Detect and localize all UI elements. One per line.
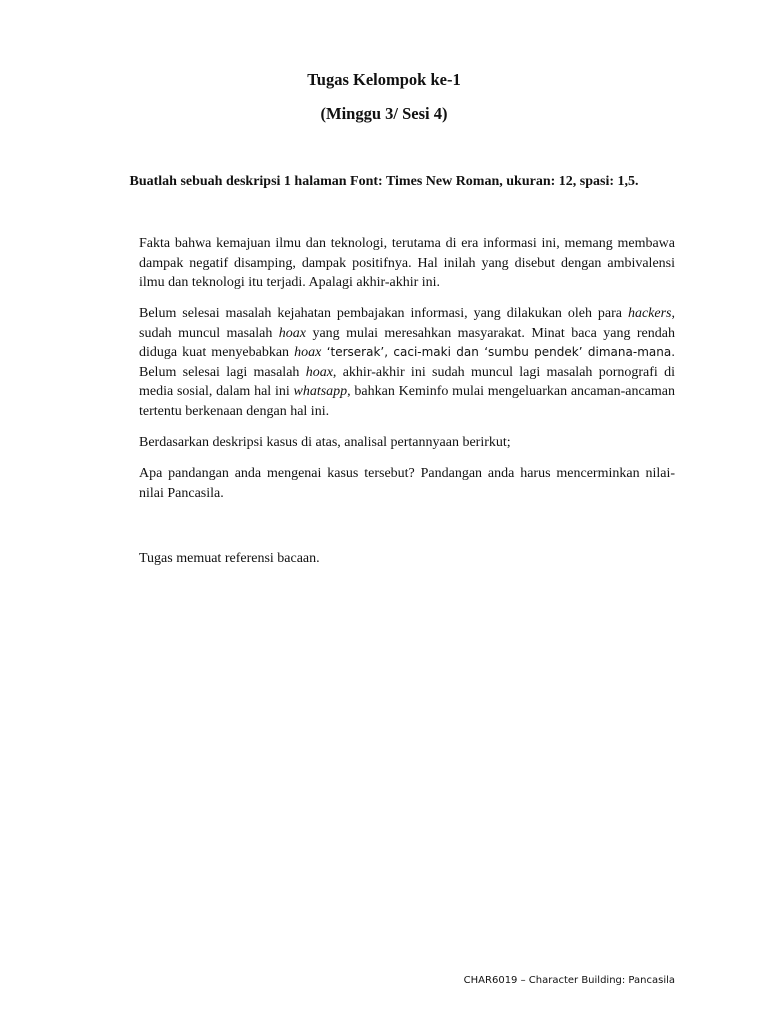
paragraph-2-text: Belum selesai masalah kejahatan pembajakan informasi, yang dilakukan oleh para (139, 306, 628, 321)
term-hoax: hoax (294, 345, 322, 360)
paragraph-2-text: , bahkan Keminfo mulai mengeluarkan ancaman-ancaman tertentu berkenaan dengan hal ini. (139, 384, 675, 419)
paragraph-1: Fakta bahwa kemajuan ilmu dan teknologi, terutama di era informasi ini, memang membawa dampak negatif disamping, dampak positifnya. Hal inilah yang disebut dengan ambivalensi ilmu dan teknologi itu terjadi. Apalagi akhir-akhir ini. (139, 236, 675, 290)
instruction-line: Buatlah sebuah deskripsi 1 halaman Font: Times New Roman, ukuran: 12, spasi: 1,5. (129, 174, 639, 189)
paragraph-2-text: , akhir-akhir ini sudah muncul lagi masalah pornografi di media sosial, dalam hal ini (139, 364, 675, 399)
term-whatsapp: whatsapp (293, 384, 348, 399)
term-hackers: hackers (627, 306, 672, 321)
document-title: Tugas Kelompok ke-1 (307, 70, 461, 89)
document-subtitle: (Minggu 3/ Sesi 4) (320, 104, 448, 123)
paragraph-2-text: Belum selesai lagi masalah (139, 364, 306, 380)
paragraph-2-text-sans: ‘terserak’, caci-maki dan ‘sumbu pendek’ dimana-mana. (321, 345, 676, 359)
paragraph-4: Apa pandangan anda mengenai kasus tersebut? Pandangan anda harus mencerminkan nilai-nilai Pancasila. (139, 466, 675, 501)
paragraph-3: Berdasarkan deskripsi kasus di atas, analisal pertannyaan berirkut; (139, 435, 511, 450)
paragraph-2-text: yang mulai meresahkan masyarakat. Minat baca yang rendah diduga kuat menyebabkan (139, 325, 675, 360)
paragraph-2-text: , sudah muncul masalah (139, 306, 675, 341)
term-hoax: hoax (278, 325, 307, 341)
page-footer: CHAR6019 – Character Building: Pancasila (463, 975, 675, 986)
paragraph-5: Tugas memuat referensi bacaan. (139, 551, 320, 566)
paragraph-2 (139, 304, 675, 421)
term-hoax: hoax (305, 364, 333, 380)
